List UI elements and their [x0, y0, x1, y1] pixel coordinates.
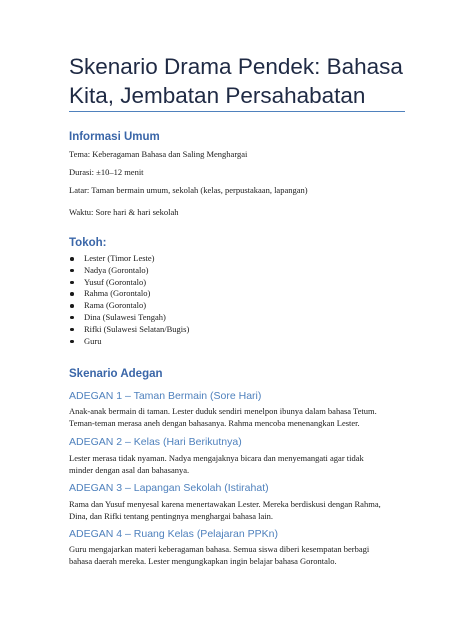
scene-4-line-2: bahasa daerah mereka. Lester mengungkapkan ingin belajar bahasa Gorontalo. [69, 556, 337, 566]
scene-4-line-1: Guru mengajarkan materi keberagaman bahasa. Semua siswa diberi kesempatan berbagi [69, 544, 370, 554]
scene-1-line-1: Anak-anak bermain di taman. Lester duduk sendiri menelpon ibunya dalam bahasa Tetum. [69, 406, 377, 416]
info-latar: Latar: Taman bermain umum, sekolah (kelas, perpustakaan, lapangan) [69, 185, 308, 195]
scene-2-line-1: Lester merasa tidak nyaman. Nadya mengajaknya bicara dan menyemangati agar tidak [69, 453, 364, 463]
list-item: Rahma (Gorontalo) [69, 288, 189, 300]
scene-2-line-2: minder dengan asal dan bahasanya. [69, 465, 190, 475]
list-item: Dina (Sulawesi Tengah) [69, 312, 189, 324]
bullet-icon [70, 316, 74, 320]
list-item: Rama (Gorontalo) [69, 300, 189, 312]
tokoh-heading: Tokoh: [69, 237, 107, 249]
scene-3-title: ADEGAN 3 – Lapangan Sekolah (Istirahat) [69, 482, 269, 494]
title-underline [69, 111, 405, 112]
info-tema: Tema: Keberagaman Bahasa dan Saling Menghargai [69, 149, 248, 159]
list-item: Yusuf (Gorontalo) [69, 277, 189, 289]
scene-1-title: ADEGAN 1 – Taman Bermain (Sore Hari) [69, 390, 262, 402]
bullet-icon [70, 292, 74, 296]
adegan-heading: Skenario Adegan [69, 368, 163, 380]
bullet-icon [70, 281, 74, 285]
bullet-icon [70, 304, 74, 308]
info-waktu: Waktu: Sore hari & hari sekolah [69, 207, 179, 217]
info-durasi: Durasi: ±10–12 menit [69, 167, 144, 177]
scene-3-line-1: Rama dan Yusuf menyesal karena menertawakan Lester. Mereka berdiskusi dengan Rahma, [69, 499, 381, 509]
info-heading: Informasi Umum [69, 131, 160, 143]
scene-1-line-2: Teman-teman merasa aneh dengan bahasanya. Rahma mencoba menenangkan Lester. [69, 418, 360, 428]
scene-4-title: ADEGAN 4 – Ruang Kelas (Pelajaran PPKn) [69, 528, 278, 540]
bullet-icon [70, 269, 74, 273]
scene-3-line-2: Dina, dan Rifki tentang pentingnya menghargai bahasa lain. [69, 511, 274, 521]
list-item: Guru [69, 336, 189, 348]
scene-2-title: ADEGAN 2 – Kelas (Hari Berikutnya) [69, 436, 242, 448]
bullet-icon [70, 340, 74, 344]
bullet-icon [70, 328, 74, 332]
tokoh-list [69, 253, 189, 347]
document-title: Skenario Drama Pendek: Bahasa Kita, Jembatan Persahabatan [69, 54, 403, 108]
list-item: Rifki (Sulawesi Selatan/Bugis) [69, 324, 189, 336]
list-item: Lester (Timor Leste) [69, 253, 189, 265]
list-item: Nadya (Gorontalo) [69, 265, 189, 277]
bullet-icon [70, 257, 74, 261]
